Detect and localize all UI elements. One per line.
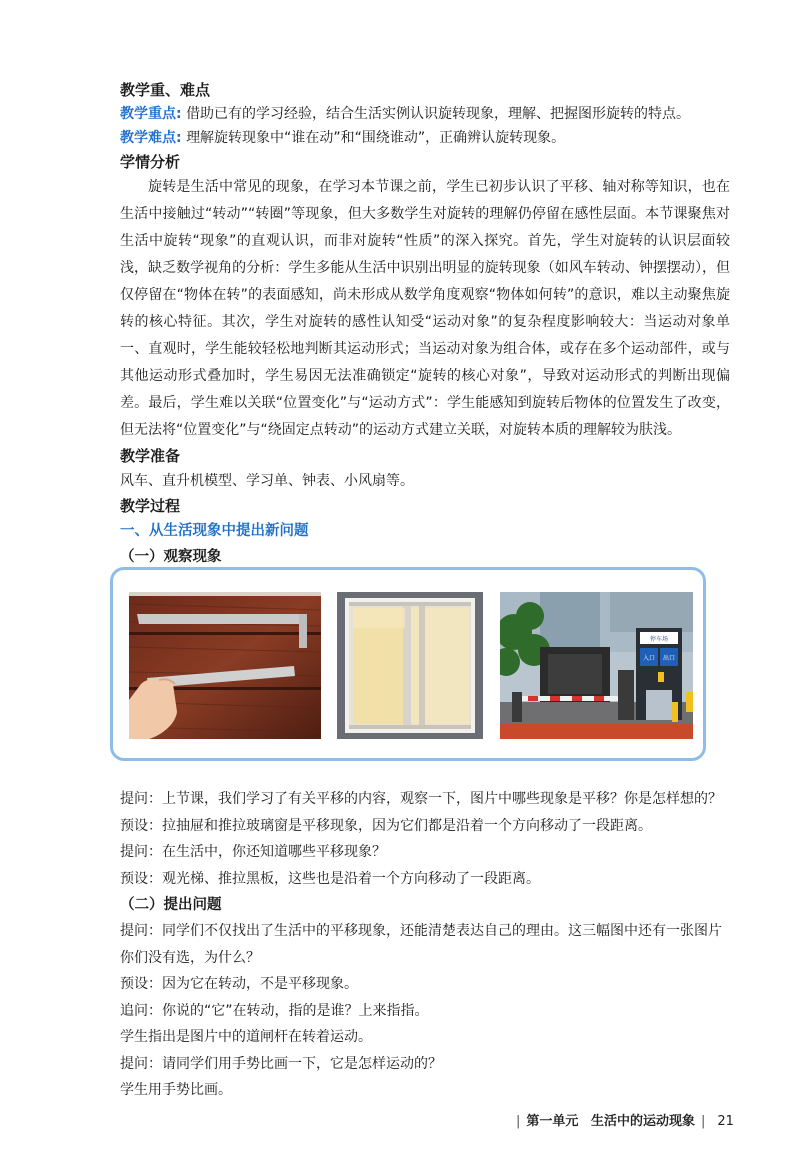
subsection-question: （二）提出问题 <box>120 897 222 913</box>
window-image <box>337 592 483 739</box>
main-content <box>120 78 730 596</box>
footer-unit: 第一单元 <box>526 1114 579 1129</box>
gate-photo <box>500 592 693 739</box>
footer-sep-right: | <box>700 1114 706 1129</box>
gate-image <box>500 592 693 739</box>
dialogue-line-3: 提问：在生活中，你还知道哪些平移现象？ <box>120 844 386 860</box>
process-heading: 教学过程 <box>120 497 181 515</box>
section-1-title: 一、从生活现象中提出新问题 <box>120 523 309 539</box>
drawer-photo <box>129 592 321 739</box>
dialogue-line-1: 提问：上节课，我们学习了有关平移的内容，观察一下，图片中哪些现象是平移？你是怎样想的？ <box>120 791 722 807</box>
dialogue-line-6: 预设：因为它在转动，不是平移现象。 <box>120 976 358 992</box>
subsection-observe: （一）观察现象 <box>120 549 222 565</box>
difficulty-point <box>120 126 730 150</box>
page-footer <box>510 1110 734 1129</box>
dialogue-line-2: 预设：拉抽屉和推拉玻璃窗是平移现象，因为它们都是沿着一个方向移动了一段距离。 <box>120 817 652 834</box>
dialogue-line-10: 学生用手势比画。 <box>120 1082 232 1098</box>
window-photo <box>337 592 483 739</box>
focus-heading: 教学重、难点 <box>120 81 211 99</box>
dialogue-line-5: 提问：同学们不仅找出了生活中的平移现象，还能清楚表达自己的理由。这三幅图中还有一张图片你们没有选，为什么？ <box>120 923 722 966</box>
dialogue-line-9: 提问：请同学们用手势比画一下，它是怎样运动的？ <box>120 1055 442 1072</box>
lower-content <box>120 786 730 1104</box>
gate-sign: 停车场 <box>649 636 669 643</box>
gate-out-label: 出口 <box>662 655 676 662</box>
gate-in-label: 入口 <box>642 655 656 662</box>
page-number: 21 <box>717 1114 734 1129</box>
preparation-heading: 教学准备 <box>120 447 181 465</box>
footer-title: 生活中的运动现象 <box>590 1114 695 1129</box>
preparation-text: 风车、直升机模型、学习单、钟表、小风扇等。 <box>120 473 414 489</box>
dialogue-line-7: 追问：你说的“它”在转动，指的是谁？上来指指。 <box>120 1002 429 1019</box>
footer-sep-left: | <box>516 1114 521 1129</box>
key-point-label: 教学重点: <box>120 106 182 122</box>
key-point-text: 借助已有的学习经验，结合生活实例认识旋转现象，理解、把握图形旋转的特点。 <box>186 106 691 122</box>
dialogue-line-4: 预设：观光梯、推拉黑板，这些也是沿着一个方向移动了一段距离。 <box>120 870 540 887</box>
dialogue-line-8: 学生指出是图片中的道闸杆在转着运动。 <box>120 1029 372 1045</box>
key-point <box>120 102 730 126</box>
analysis-paragraph: 旋转是生活中常见的现象，在学习本节课之前，学生已初步认识了平移、轴对称等知识，也在生活中接触过“转动”“转圈”等现象，但大多数学生对旋转的理解仍停留在感性层面。本节课聚焦对生活中旋转“现象”的直观认识，而非对旋转“性质”的深入探究。首先，学生对旋转的认识层面较浅，缺乏数学视角的分析：学生多能从生活中识别出明显的旋转现象（如风车转动、钟摆摆动），但仅停留在“物体在转”的表面感知，尚未形成从数学角度观察“物体如何转”的意识，难以主动聚焦旋转的核心特征。其次，学生对旋转的感性认知受“运动对象”的复杂程度影响较大：当运动对象单一、直观时，学生能较轻松地判断其运动形式；当运动对象为组合体，或存在多个运动部件，或与其他运动形式叠加时，学生易因无法准确锁定“旋转的核心对象”，导致对运动形式的判断出现偏差。最后，学生难以关联“位置变化”与“运动方式”：学生能感知到旋转后物体的位置发生了改变，但无法将“位置变化”与“绕固定点转动”的运动方式建立关联，对旋转本质的理解较为肤浅。 <box>120 179 730 438</box>
drawer-image <box>129 592 321 739</box>
difficulty-label: 教学难点: <box>120 130 182 146</box>
analysis-heading: 学情分析 <box>120 153 181 171</box>
difficulty-text: 理解旋转现象中“谁在动”和“围绕谁动”，正确辨认旋转现象。 <box>186 130 566 146</box>
photo-frame <box>110 567 706 761</box>
